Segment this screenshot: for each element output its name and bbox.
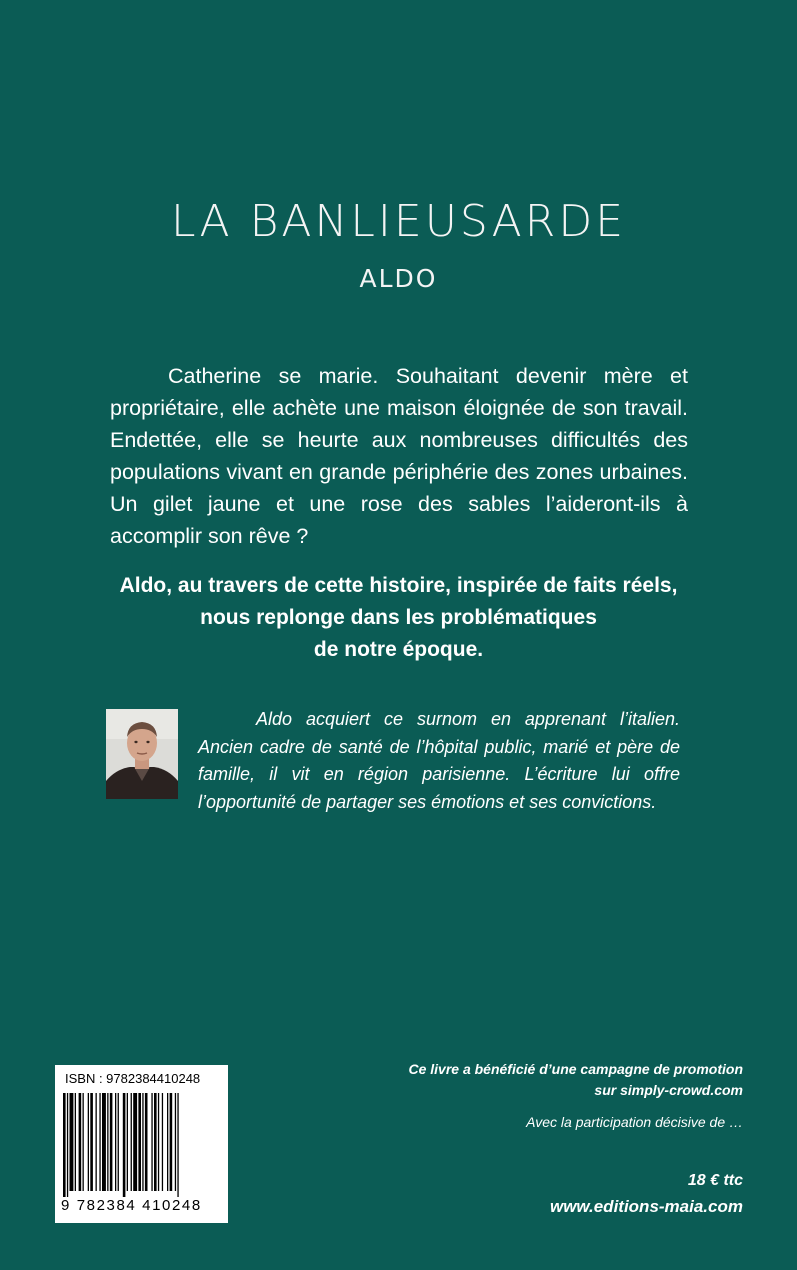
isbn-barcode (55, 1065, 228, 1223)
book-title: LA BANLIEUSARDE (170, 196, 627, 247)
author-portrait-icon (106, 709, 178, 799)
synopsis-text: Catherine se marie. Souhaitant devenir mère et propriétaire, elle achète une maison éloignée de son travail. Endettée, elle se heurte aux nombreuses difficultés des populations vivant en grande périphérie des zones urbaines. Un gilet jaune et une rose des sables l’aideront-ils à accomplir son rêve ? (110, 364, 688, 548)
participation-note: Avec la participation décisive de … (526, 1114, 743, 1130)
barcode-icon (63, 1093, 221, 1197)
isbn-label: ISBN : 9782384410248 (65, 1071, 201, 1086)
barcode-digits: 9 782384 410248 (61, 1197, 202, 1214)
book-author: ALDO (359, 264, 438, 293)
price: 18 € ttc (687, 1172, 743, 1189)
author-bio: Aldo acquiert ce surnom en apprenant l’italien. Ancien cadre de santé de l’hôpital public, marié et père de famille, il vit en région parisienne. L’écriture lui offre l’opportunité de partager ses émotions et ses convictions. (198, 709, 680, 812)
author-photo (106, 709, 178, 799)
promo-line-1: Ce livre a bénéficié d’une campagne de promotion (408, 1061, 743, 1077)
publisher-website: www.editions-maia.com (549, 1197, 743, 1216)
promo-line-2: sur simply-crowd.com (594, 1082, 743, 1098)
tagline-line-1: Aldo, au travers de cette histoire, inspirée de faits réels, (119, 574, 678, 597)
tagline (60, 570, 737, 666)
promo-note (363, 1059, 743, 1101)
tagline-line-2: nous replonge dans les problématiques (200, 606, 597, 629)
tagline-line-3: de notre époque. (313, 638, 484, 661)
